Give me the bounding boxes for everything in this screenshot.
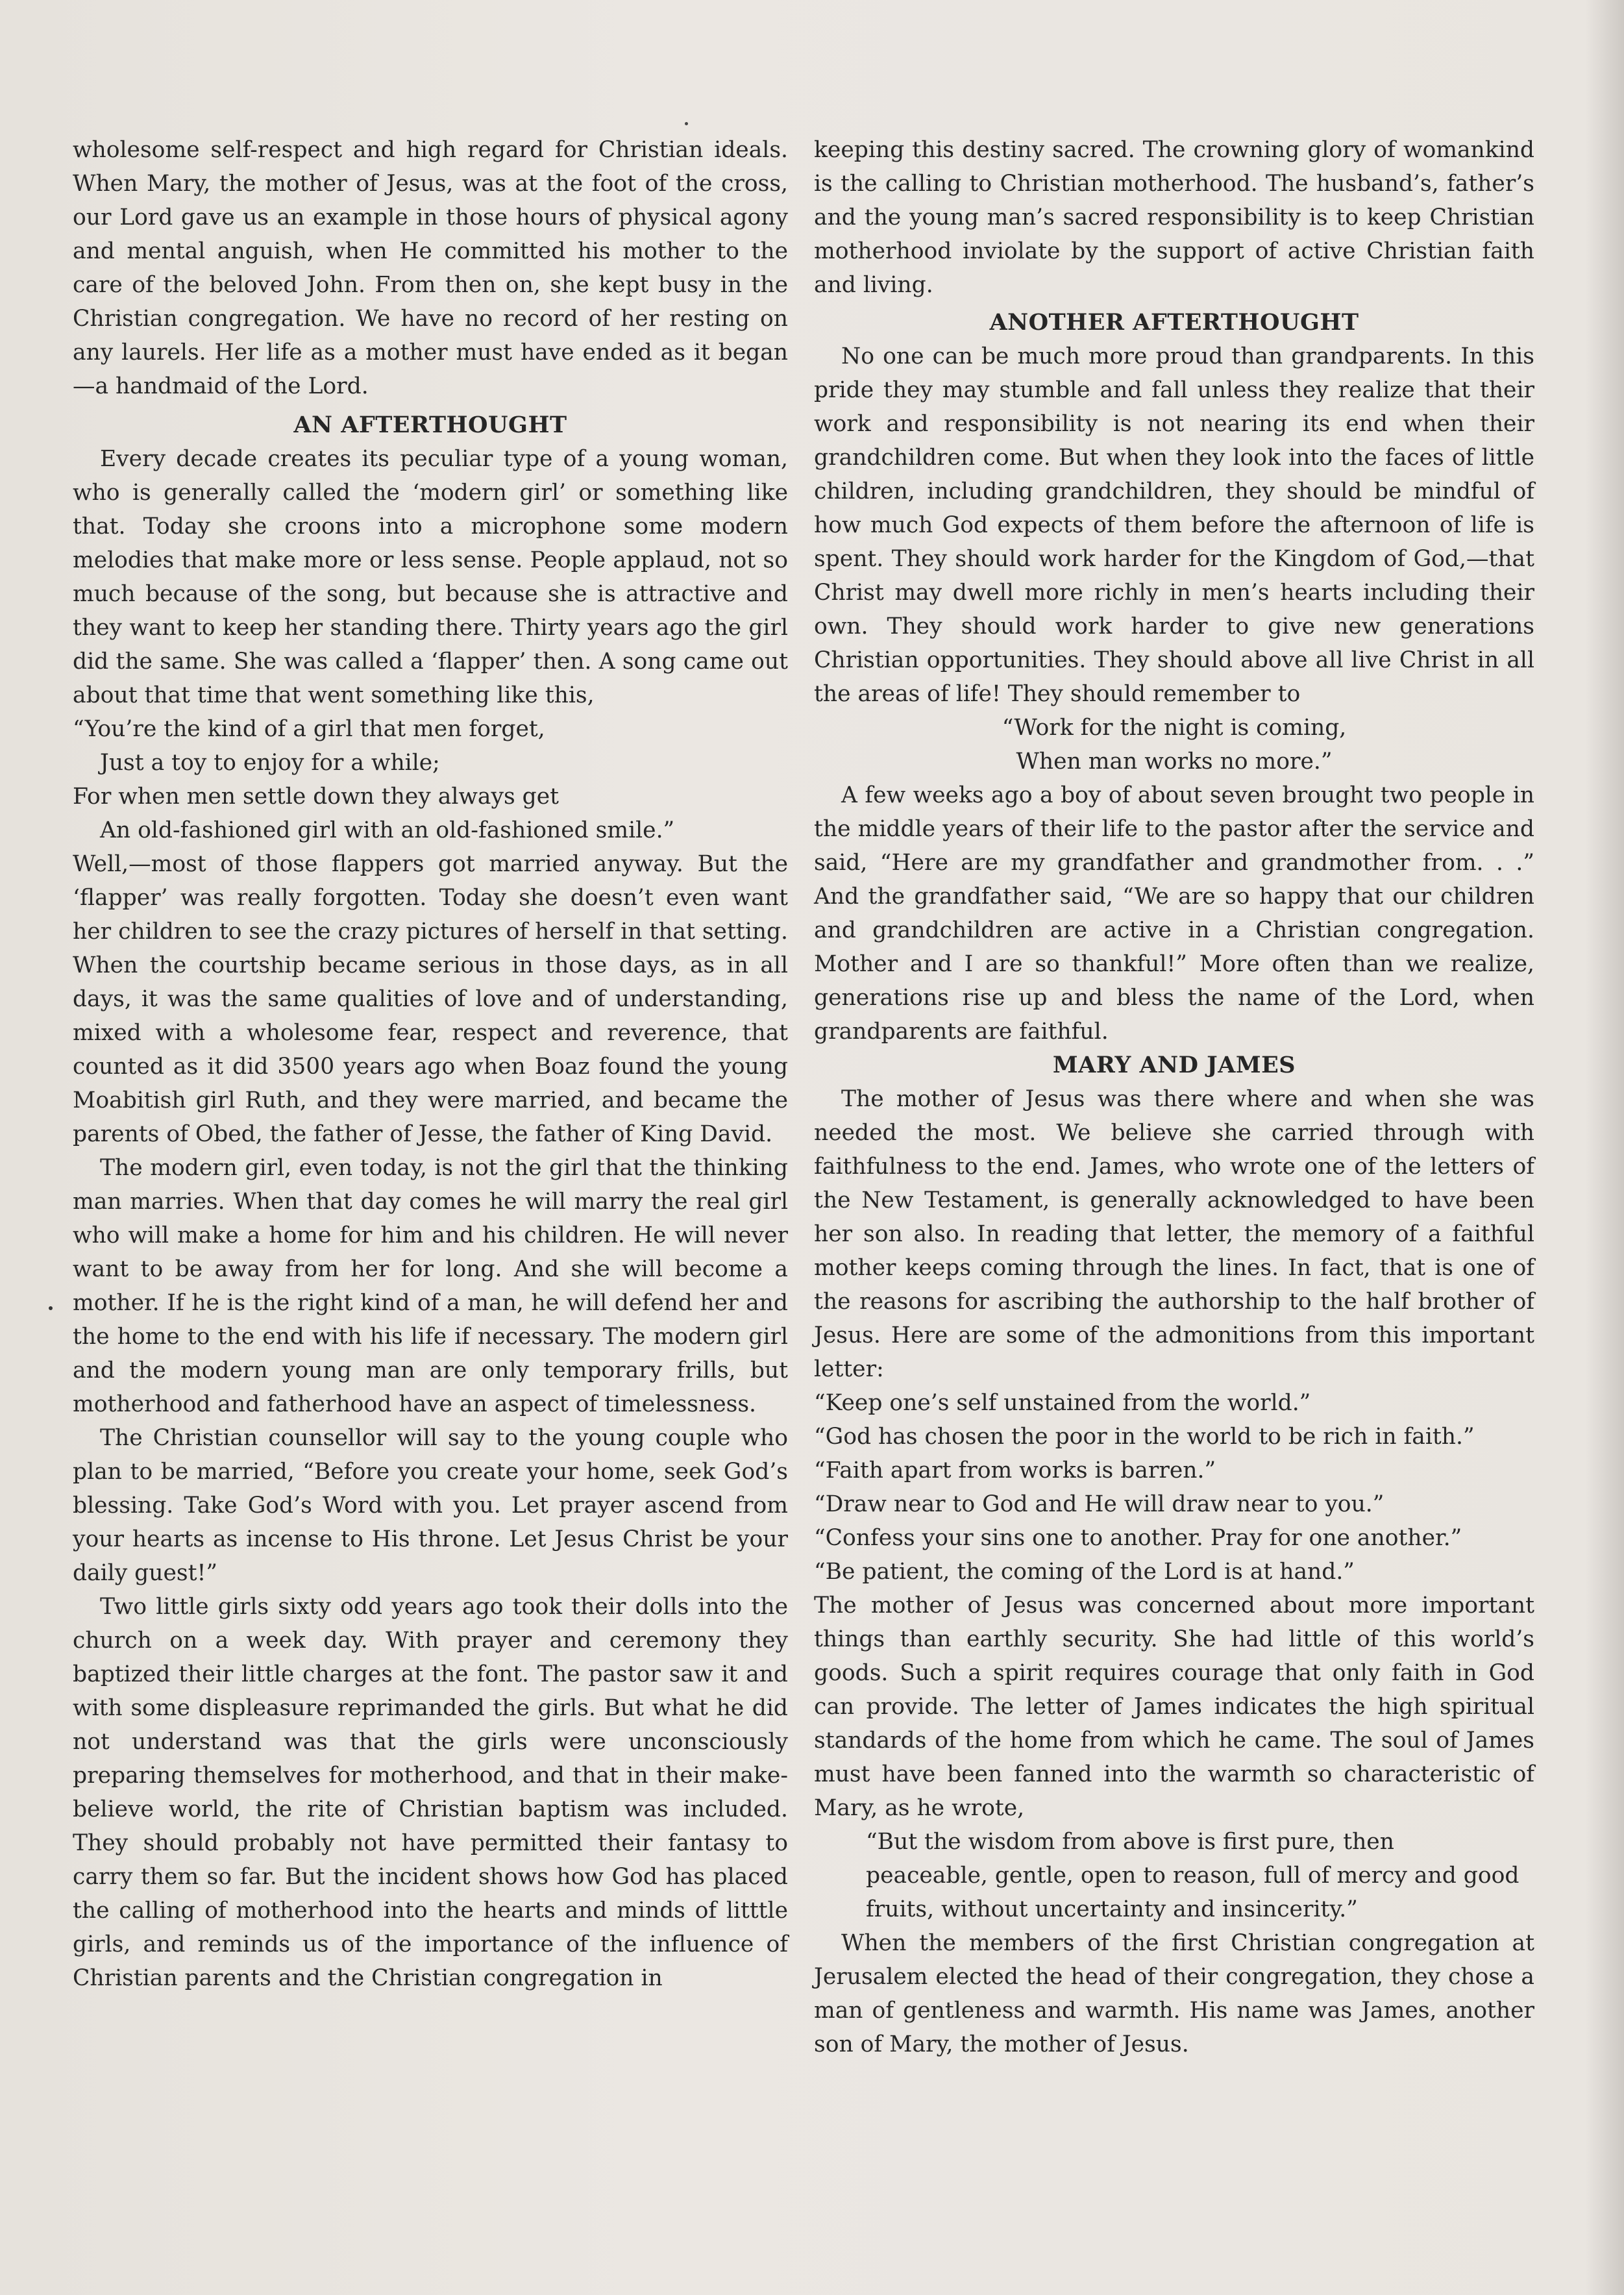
paragraph-grandparents: No one can be much more proud than grandparents. In this pride they may stumble and fall unless they realize that their work and responsibility is not nearing its end when their grandchildren come. But when they look into the faces of little children, including grandchildren, they should be mindful of how much God expects of them before the afternoon of life is spent. They should work harder for the Kingdom of God,—that Christ may dwell more richly in men’s hearts including their own. They should work harder to give new generations Christian opportunities. They should above all live Christ in all the areas of life! They should remember to <box>814 343 1534 707</box>
quote-wisdom: “But the wisdom from above is first pure, then peaceable, gentle, open to reason, full of mercy and good fruits, without uncertainty and insincerity.” <box>866 1829 1519 1922</box>
song-line-1: “You’re the kind of a girl that men forget, <box>73 716 545 742</box>
admonition-4: “Draw near to God and He will draw near to you.” <box>814 1491 1384 1517</box>
paragraph-boy: A few weeks ago a boy of about seven brought two people in the middle years of their life to the pastor after the service and said, “Here are my grandfather and grandmother from. . .” And the grandfather said, “We are so happy that our children and grandchildren are active in a Christian congregation. Mother and I are so thankful!” More often than we realize, generations rise up and bless the name of the Lord, when grandparents are faithful. <box>814 782 1534 1045</box>
admonition-2: “God has chosen the poor in the world to be rich in faith.” <box>814 1424 1475 1450</box>
paragraph-well: Well,—most of those flappers got married anyway. But the ‘flapper’ was really forgotten. Today she doesn’t even want her children to see the crazy pictures of herself in that setting. When the courtship became serious in those days, as in all days, it was the same qualities of love and of understanding, mixed with a wholesome fear, respect and reverence, that counted as it did 3500 years ago when Boaz found the young Moabitish girl Ruth, and they were married, and became the parents of Obed, the father of Jesse, the father of King David. <box>73 851 788 1147</box>
paragraph-decade: Every decade creates its peculiar type of a young woman, who is generally called the ‘modern girl’ or something like that. Today she croons into a microphone some modern melodies that make more or less sense. People applaud, not so much because of the song, but because she is attractive and they want to keep her standing there. Thirty years ago the girl did the same. She was called a ‘flapper’ then. A song came out about that time that went something like this, <box>73 446 788 708</box>
hymn-line-1: “Work for the night is coming, <box>1002 715 1347 741</box>
heading-an-afterthought: AN AFTERTHOUGHT <box>293 412 567 438</box>
hymn-line-2: When man works no more.” <box>1016 749 1333 775</box>
paragraph-intro: wholesome self-respect and high regard for Christian ideals. When Mary, the mother of Jesus, was at the foot of the cross, our Lord gave us an example in those hours of physical agony and mental anguish, when He committed his mother to the care of the beloved John. From then on, she kept busy in the Christian congregation. We have no record of her resting on any laurels. Her life as a mother must have ended as it began—a handmaid of the Lord. <box>73 137 788 399</box>
paragraph-members: When the members of the first Christian congregation at Jerusalem elected the head of their congregation, they chose a man of gentleness and warmth. His name was James, another son of Mary, the mother of Jesus. <box>814 1930 1534 2057</box>
song-line-3: For when men settle down they always get <box>73 784 559 810</box>
paragraph-mother-of-jesus: The mother of Jesus was there where and when she was needed the most. We believe she carried through with faithfulness to the end. James, who wrote one of the letters of the New Testament, is generally acknowledged to have been her son also. In reading that letter, the memory of a faithful mother keeps coming through the lines. In fact, that is one of the reasons for ascribing the authorship to the half brother of Jesus. Here are some of the admonitions from this important letter: <box>814 1086 1534 1382</box>
print-speck <box>685 122 688 125</box>
paragraph-little-girls: Two little girls sixty odd years ago took their dolls into the church on a week day. With prayer and ceremony they baptized their little charges at the font. The pastor saw it and with some displeasure reprimanded the girls. But what he did not understand was that the girls were unconsciously preparing themselves for motherhood, and that in their make-believe world, the rite of Christian baptism was included. They should probably not have permitted their fantasy to carry them so far. But the incident shows how God has placed the calling of motherhood into the hearts and minds of litttle girls, and reminds us of the importance of the influence of Christian parents and the Christian congregation in <box>73 1594 788 1991</box>
paragraph-keeping: keeping this destiny sacred. The crowning glory of womankind is the calling to Christian motherhood. The husband’s, father’s and the young man’s sacred responsibility is to keep Christian motherhood inviolate by the support of active Christian faith and living. <box>814 137 1534 298</box>
admonition-6: “Be patient, the coming of the Lord is at hand.” <box>814 1559 1355 1585</box>
right-column <box>814 133 1534 2061</box>
paragraph-concerned: The mother of Jesus was concerned about more important things than earthly security. She had little of this world’s goods. Such a spirit requires courage that only faith in God can provide. The letter of James indicates the high spiritual standards of the home from which he came. The soul of James must have been fanned into the warmth so characteristic of Mary, as he wrote, <box>814 1593 1534 1821</box>
page-edge-shadow <box>1585 0 1624 2295</box>
margin-mark <box>49 1306 53 1310</box>
admonition-5: “Confess your sins one to another. Pray for one another.” <box>814 1525 1462 1551</box>
heading-mary-and-james: MARY AND JAMES <box>1052 1052 1296 1078</box>
admonition-1: “Keep one’s self unstained from the world.” <box>814 1390 1311 1416</box>
left-column <box>73 133 788 1995</box>
admonition-3: “Faith apart from works is barren.” <box>814 1458 1216 1483</box>
heading-another-afterthought: ANOTHER AFTERTHOUGHT <box>989 309 1359 336</box>
paragraph-counsellor: The Christian counsellor will say to the young couple who plan to be married, “Before you create your home, seek God’s blessing. Take God’s Word with you. Let prayer ascend from your hearts as incense to His throne. Let Jesus Christ be your daily guest!” <box>73 1425 788 1586</box>
song-line-4: An old-fashioned girl with an old-fashioned smile.” <box>100 817 675 843</box>
paragraph-modern-girl: The modern girl, even today, is not the girl that the thinking man marries. When that day comes he will marry the real girl who will make a home for him and his children. He will never want to be away from her for long. And she will become a mother. If he is the right kind of a man, he will defend her and the home to the end with his life if necessary. The modern girl and the modern young man are only temporary frills, but motherhood and fatherhood have an aspect of timelessness. <box>73 1155 788 1417</box>
song-line-2: Just a toy to enjoy for a while; <box>100 750 440 776</box>
